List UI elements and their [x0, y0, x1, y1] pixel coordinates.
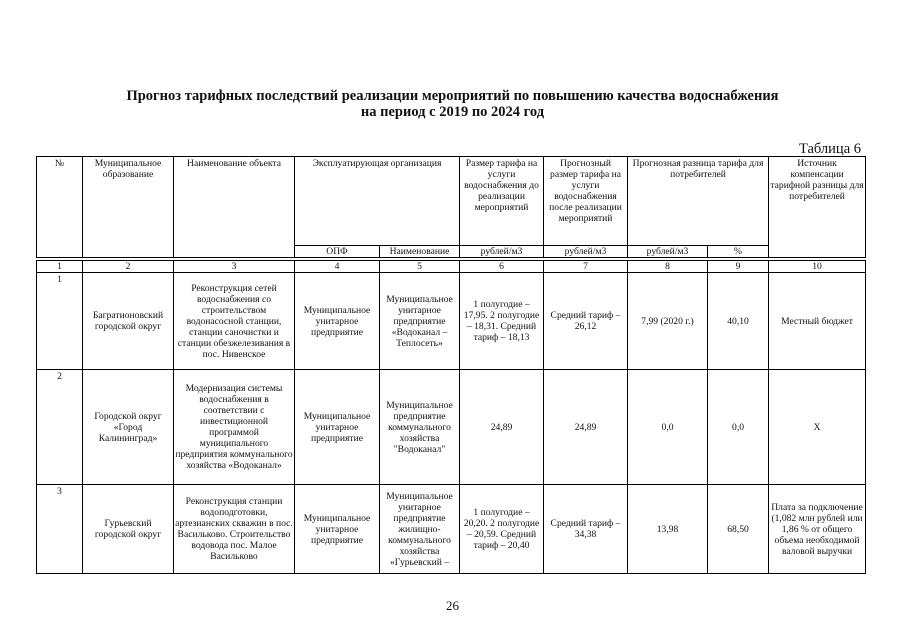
row-source: Х — [769, 370, 866, 485]
title-line-2: на период с 2019 по 2024 год — [360, 104, 545, 120]
row-source: Местный бюджет — [769, 273, 866, 370]
table-row — [37, 485, 866, 574]
row-object: Модернизация системы водоснабжения в соответствии с инвестиционной программой муниципального предприятия коммунального хозяйства «Водоканал» — [174, 370, 295, 485]
row-opf: Муниципальное унитарное предприятие — [295, 485, 380, 574]
row-diff-rub: 0,0 — [628, 370, 708, 485]
header-municipality: Муниципальное образование — [83, 157, 174, 258]
table-label: Таблица 6 — [798, 141, 861, 157]
header-name: Наименование — [380, 246, 460, 258]
row-source: Плата за подключение (1,082 млн рублей или 1,86 % от общего объема необходимой валовой выручки — [769, 485, 866, 574]
col-number: 9 — [708, 261, 769, 273]
col-number: 4 — [295, 261, 380, 273]
row-tariff-before: 1 полугодие – 17,95. 2 полугодие – 18,31. Средний тариф – 18,13 — [460, 273, 544, 370]
row-number: 3 — [37, 485, 83, 574]
page-number: 26 — [446, 598, 459, 613]
col-number: 1 — [37, 261, 83, 273]
row-municipality: Багратионовский городской округ — [83, 273, 174, 370]
col-number: 6 — [460, 261, 544, 273]
row-tariff-before: 24,89 — [460, 370, 544, 485]
col-number: 2 — [83, 261, 174, 273]
row-tariff-before: 1 полугодие – 20,20. 2 полугодие – 20,59. Средний тариф – 20,40 — [460, 485, 544, 574]
row-diff-rub: 7,99 (2020 г.) — [628, 273, 708, 370]
header-tariff-before: Размер тарифа на услуги водоснабжения до реализации мероприятий — [460, 157, 544, 246]
header-operator: Эксплуатирующая организация — [295, 157, 460, 246]
row-operator-name: Муниципальное предприятие коммунального хозяйства "Водоканал" — [380, 370, 460, 485]
col-number: 10 — [769, 261, 866, 273]
row-opf: Муниципальное унитарное предприятие — [295, 273, 380, 370]
header-row — [37, 157, 866, 246]
tariff-table — [36, 156, 866, 574]
row-operator-name: Муниципальное унитарное предприятие жилищно-коммунального хозяйства «Гурьевский – — [380, 485, 460, 574]
row-number: 2 — [37, 370, 83, 485]
row-municipality: Городской округ «Город Калининград» — [83, 370, 174, 485]
col-number: 3 — [174, 261, 295, 273]
row-diff-pct: 40,10 — [708, 273, 769, 370]
row-object: Реконструкция станции водоподготовки, артезианских скважин в пос. Васильково. Строительство водовода пос. Малое Васильково — [174, 485, 295, 574]
row-number: 1 — [37, 273, 83, 370]
header-source: Источник компенсации тарифной разницы для потребителей — [769, 157, 866, 258]
table-row — [37, 273, 866, 370]
row-diff-rub: 13,98 — [628, 485, 708, 574]
header-percent: % — [708, 246, 769, 258]
header-opf: ОПФ — [295, 246, 380, 258]
column-number-row — [37, 261, 866, 273]
title-line-1: Прогноз тарифных последствий реализации мероприятий по повышению качества водоснабжения — [126, 88, 779, 104]
table-row — [37, 370, 866, 485]
row-diff-pct: 68,50 — [708, 485, 769, 574]
col-number: 8 — [628, 261, 708, 273]
row-tariff-after: 24,89 — [544, 370, 628, 485]
row-operator-name: Муниципальное унитарное предприятие «Водоканал – Теплосеть» — [380, 273, 460, 370]
header-unit-before: рублей/м3 — [460, 246, 544, 258]
row-object: Реконструкция сетей водоснабжения со строительством водонасосной станции, станции саночистки и станции обезжелезивания в пос. Нивенское — [174, 273, 295, 370]
row-tariff-after: Средний тариф – 34,38 — [544, 485, 628, 574]
row-municipality: Гурьевский городской округ — [83, 485, 174, 574]
col-number: 7 — [544, 261, 628, 273]
header-object: Наименование объекта — [174, 157, 295, 258]
header-no: № — [37, 157, 83, 258]
row-tariff-after: Средний тариф – 26,12 — [544, 273, 628, 370]
row-opf: Муниципальное унитарное предприятие — [295, 370, 380, 485]
col-number: 5 — [380, 261, 460, 273]
header-unit-diff: рублей/м3 — [628, 246, 708, 258]
header-unit-after: рублей/м3 — [544, 246, 628, 258]
header-tariff-after: Прогнозный размер тарифа на услуги водоснабжения после реализации мероприятий — [544, 157, 628, 246]
header-difference: Прогнозная разница тарифа для потребителей — [628, 157, 769, 246]
row-diff-pct: 0,0 — [708, 370, 769, 485]
document-title — [0, 88, 905, 120]
